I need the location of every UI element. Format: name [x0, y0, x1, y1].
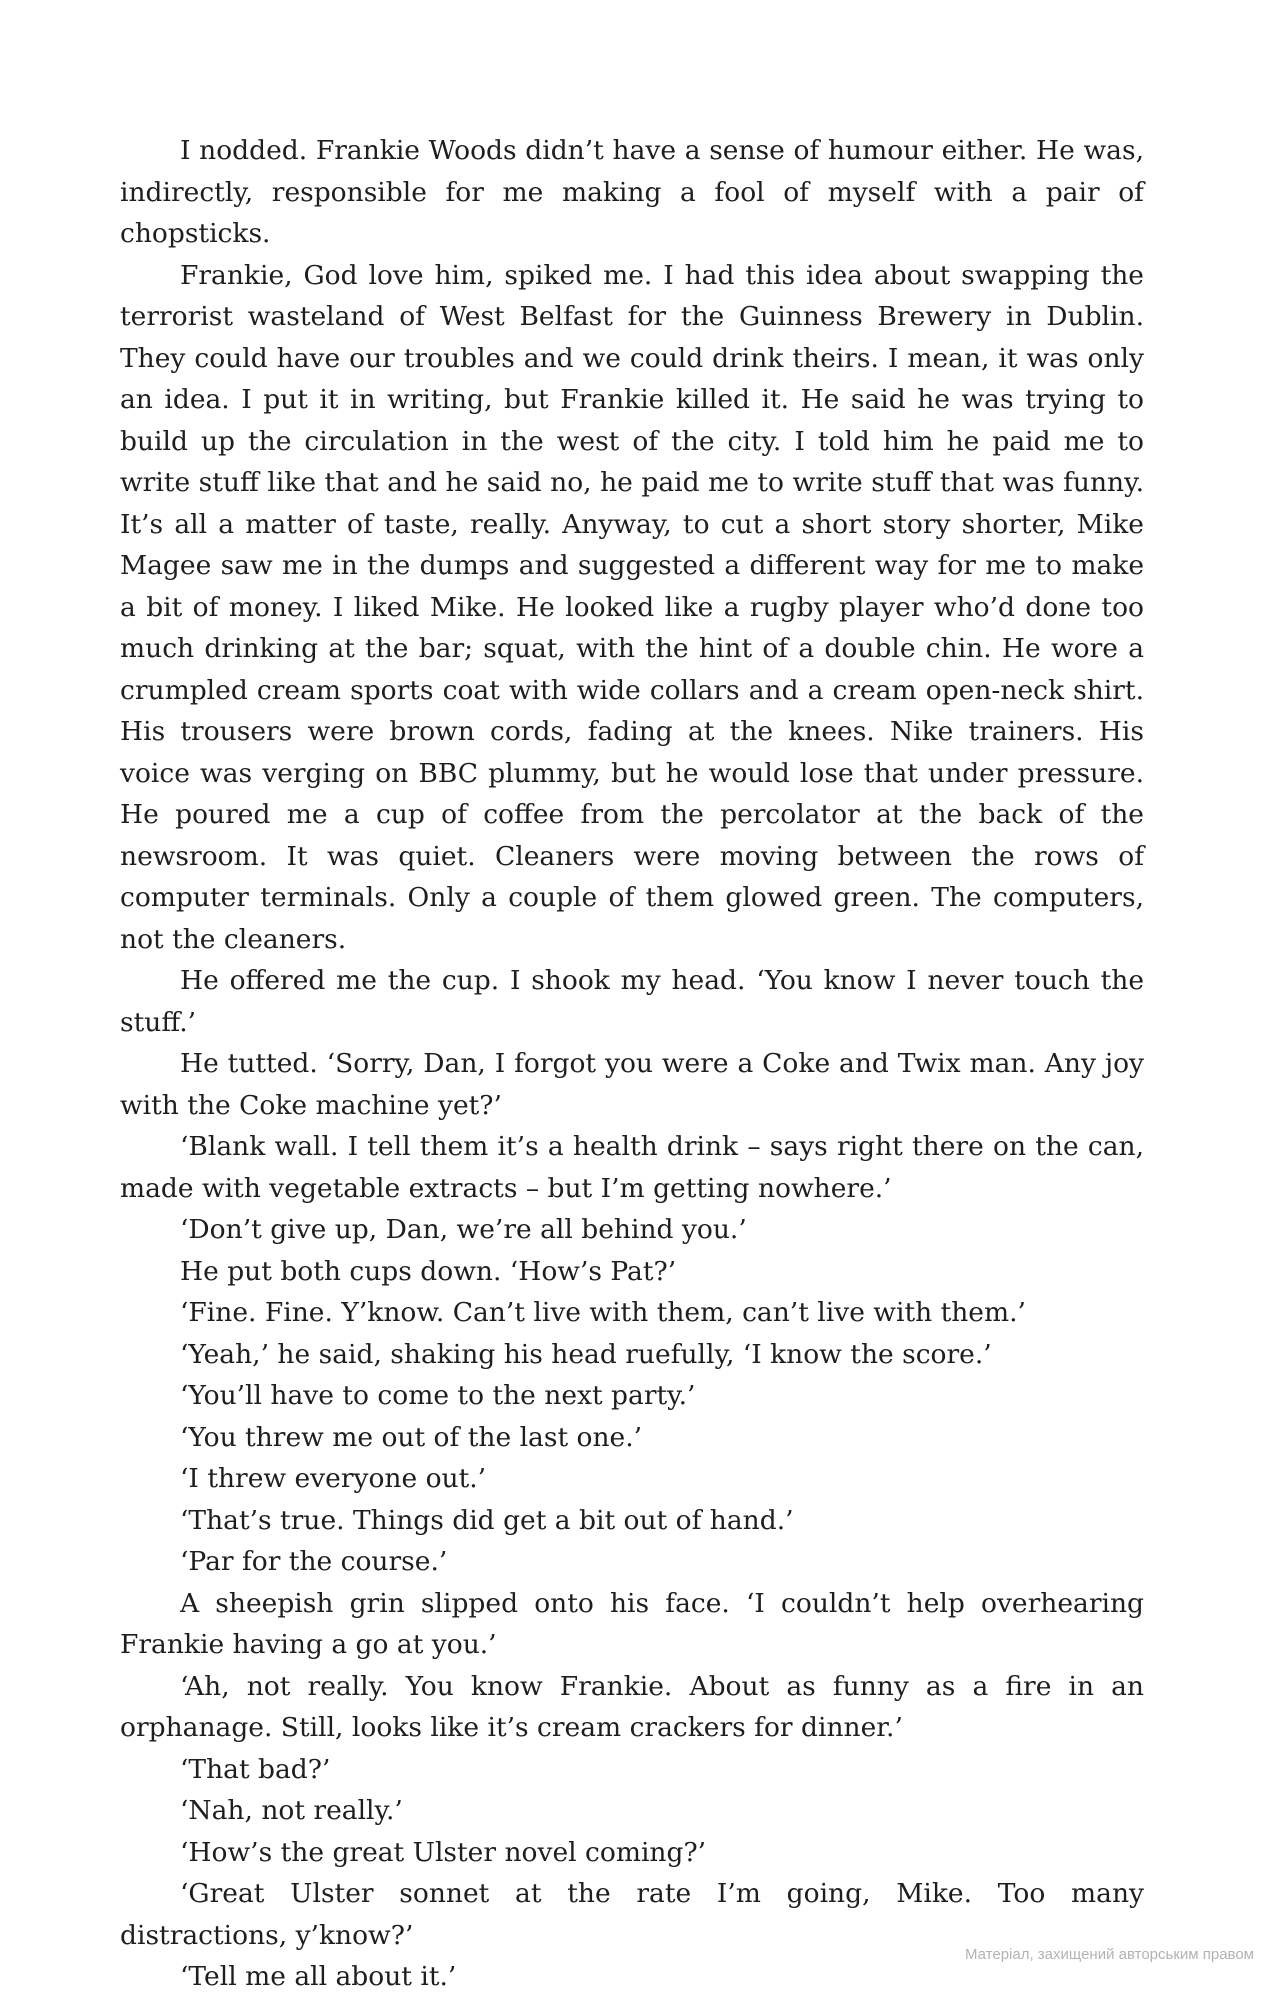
- paragraph: ‘You threw me out of the last one.’: [180, 1421, 643, 1453]
- paragraph: ‘Fine. Fine. Y’know. Can’t live with them, can’t live with them.’: [180, 1297, 1026, 1328]
- copyright-watermark: Матеріал, захищений авторським правом: [964, 1946, 1254, 1963]
- paragraph: A sheepish grin slipped onto his face. ‘I couldn’t help overhearing Frankie having a go at you.’: [120, 1587, 1144, 1660]
- paragraph: ‘Blank wall. I tell them it’s a health drink – says right there on the can, made with vegetable extracts – but I’m getting nowhere.’: [120, 1131, 1144, 1204]
- paragraph: ‘You’ll have to come to the next party.’: [180, 1380, 696, 1411]
- paragraph: ‘Par for the course.’: [180, 1546, 448, 1577]
- paragraph: He put both cups down. ‘How’s Pat?’: [180, 1255, 677, 1287]
- paragraph: ‘I threw everyone out.’: [180, 1463, 487, 1494]
- paragraph: ‘Ah, not really. You know Frankie. About as funny as a fire in an orphanage. Still, looks like it’s cream crackers for dinner.’: [120, 1670, 1144, 1743]
- paragraph: ‘Great Ulster sonnet at the rate I’m going, Mike. Too many distractions, y’know?’: [120, 1878, 1144, 1951]
- book-page-body: [120, 130, 1144, 1998]
- paragraph: ‘How’s the great Ulster novel coming?’: [180, 1836, 707, 1868]
- paragraph: He offered me the cup. I shook my head. ‘You know I never touch the stuff.’: [120, 965, 1144, 1038]
- paragraph: I nodded. Frankie Woods didn’t have a sense of humour either. He was, indirectly, responsible for me making a fool of myself with a pair of chopsticks.: [120, 135, 1144, 249]
- paragraph: ‘Nah, not really.’: [180, 1795, 403, 1826]
- paragraph: ‘Don’t give up, Dan, we’re all behind you.’: [180, 1214, 747, 1245]
- paragraph: ‘Tell me all about it.’: [180, 1961, 457, 1992]
- paragraph: ‘That bad?’: [180, 1753, 331, 1785]
- paragraph: Frankie, God love him, spiked me. I had this idea about swapping the terrorist wasteland of West Belfast for the Guinness Brewery in Dublin. They could have our troubles and we could drink theirs. I mean, it was only an idea. I put it in writing, but Frankie killed it. He said he was trying to build up the circulation in the west of the city. I told him he paid me to write stuff like that and he said no, he paid me to write stuff that was funny. It’s all a matter of taste, really. Anyway, to cut a short story shorter, Mike Magee saw me in the dumps and suggested a different way for me to make a bit of money. I liked Mike. He looked like a rugby player who’d done too much drinking at the bar; squat, with the hint of a double chin. He wore a crumpled cream sports coat with wide collars and a cream open-neck shirt. His trousers were brown cords, fading at the knees. Nike trainers. His voice was verging on BBC plummy, but he would lose that under pressure. He poured me a cup of coffee from the percolator at the back of the newsroom. It was quiet. Cleaners were moving between the rows of computer terminals. Only a couple of them glowed green. The computers, not the cleaners.: [120, 259, 1144, 955]
- paragraph: ‘That’s true. Things did get a bit out of hand.’: [180, 1504, 794, 1536]
- paragraph: ‘Yeah,’ he said, shaking his head ruefully, ‘I know the score.’: [180, 1338, 992, 1370]
- paragraph: He tutted. ‘Sorry, Dan, I forgot you were a Coke and Twix man. Any joy with the Coke machine yet?’: [120, 1048, 1144, 1121]
